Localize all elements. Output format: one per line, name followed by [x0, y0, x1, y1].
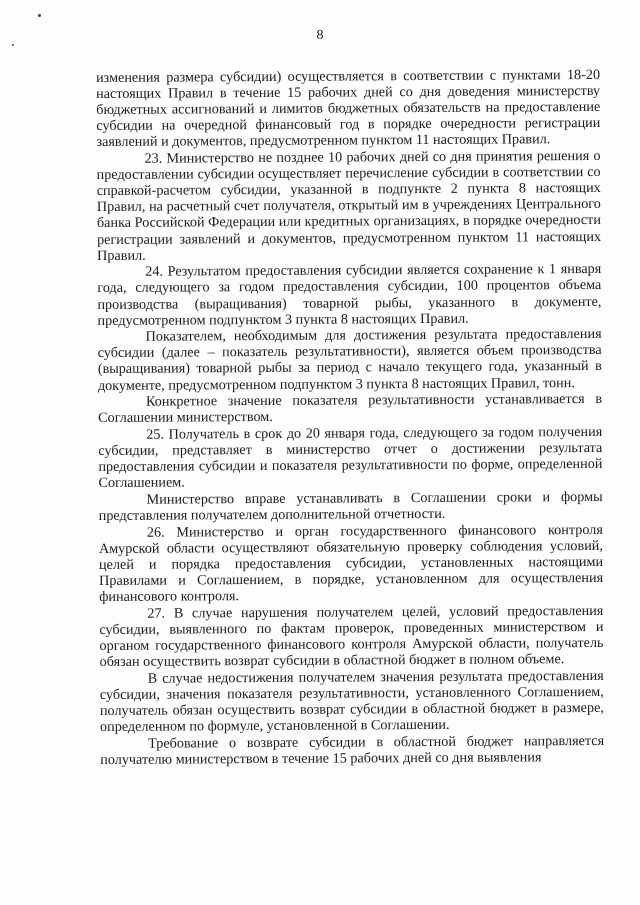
- paragraph-additional-reporting: Министерство вправе устанавливать в Соглашении сроки и формы представления получателем дополнительной отчетности.: [98, 488, 603, 525]
- document-body: [96, 67, 604, 769]
- paragraph-indicator-value: Конкретное значение показателя результативности устанавливается в Соглашении министерством.: [98, 391, 603, 427]
- paragraph-performance-indicator: Показателем, необходимым для достижения результата предоставления субсидии (далее – показатель результативности), является объем производства (выращивания) товарной рыбы за период с начало текущего года, указанный в документе, предусмотренном подпунктом 3 пункта 8 настоящих Правил, тонн.: [97, 326, 602, 394]
- scan-speck: [12, 44, 14, 46]
- page-number: 8: [316, 28, 324, 43]
- paragraph-clause-26: 26. Министерство и орган государственного финансового контроля Амурской области осуществляют обязательную проверку соблюдения условий, целей и порядка предоставления субсидии, установленных настоящими Правилами и Соглашением, в порядке, установленном для осуществления финансового контроля.: [98, 521, 604, 606]
- paragraph-clause-23: 23. Министерство не позднее 10 рабочих дней со дня принятия решения о предоставлении субсидии осуществляет перечисление субсидии в соответствии со справкой-расчетом субсидии, указанной в подпункте 2 пункта 8 настоящих Правил, на расчетный счет получателя, открытый им в учреждениях Центрального банка Российской Федерации или кредитных организациях, в порядке очередности регистрации заявлений и документов, предусмотренном пунктом 11 настоящих Правил.: [96, 147, 602, 264]
- paragraph-non-achievement: В случае недостижения получателем значения результата предоставления субсидии, значения показателя результативности, установленного Соглашением, получатель обязан осуществить возврат субсидии в областной бюджет в размере, определенном по формуле, установленной в Соглашении.: [99, 667, 604, 736]
- scan-speck: [38, 14, 41, 17]
- paragraph-clause-24: 24. Результатом предоставления субсидии является сохранение к 1 января года, следующего за годом предоставления субсидии, 100 процентов объема производства (выращивания) товарной рыбы, указанного в документе, предусмотренном подпунктом 3 пункта 8 настоящих Правил.: [97, 261, 602, 329]
- paragraph-continuation: изменения размера субсидии) осуществляется в соответствии с пунктами 18-20 настоящих Правил в течение 15 рабочих дней со дня доведения министерству бюджетных ассигнований и лимитов бюджетных обязательств на предоставление субсидии на очередной финансовый год в порядке очередности регистрации заявлений и документов, предусмотренном пунктом 11 настоящих Правил.: [96, 66, 601, 151]
- paragraph-return-demand: Требование о возврате субсидии в областной бюджет направляется получателю министерством в течение 15 рабочих дней со дня выявления: [100, 732, 605, 768]
- paragraph-clause-27: 27. В случае нарушения получателем целей, условий предоставления субсидии, выявленного по фактам проверок, проведенных министерством и органом государственного финансового контроля Амурской области, получатель обязан осуществить возврат субсидии в областной бюджет в полном объеме.: [99, 602, 604, 671]
- paragraph-clause-25: 25. Получатель в срок до 20 января года, следующего за годом получения субсидии, представляет в министерство отчет о достижении результата предоставления субсидии и показателя результативности по форме, определенной Соглашением.: [98, 423, 603, 492]
